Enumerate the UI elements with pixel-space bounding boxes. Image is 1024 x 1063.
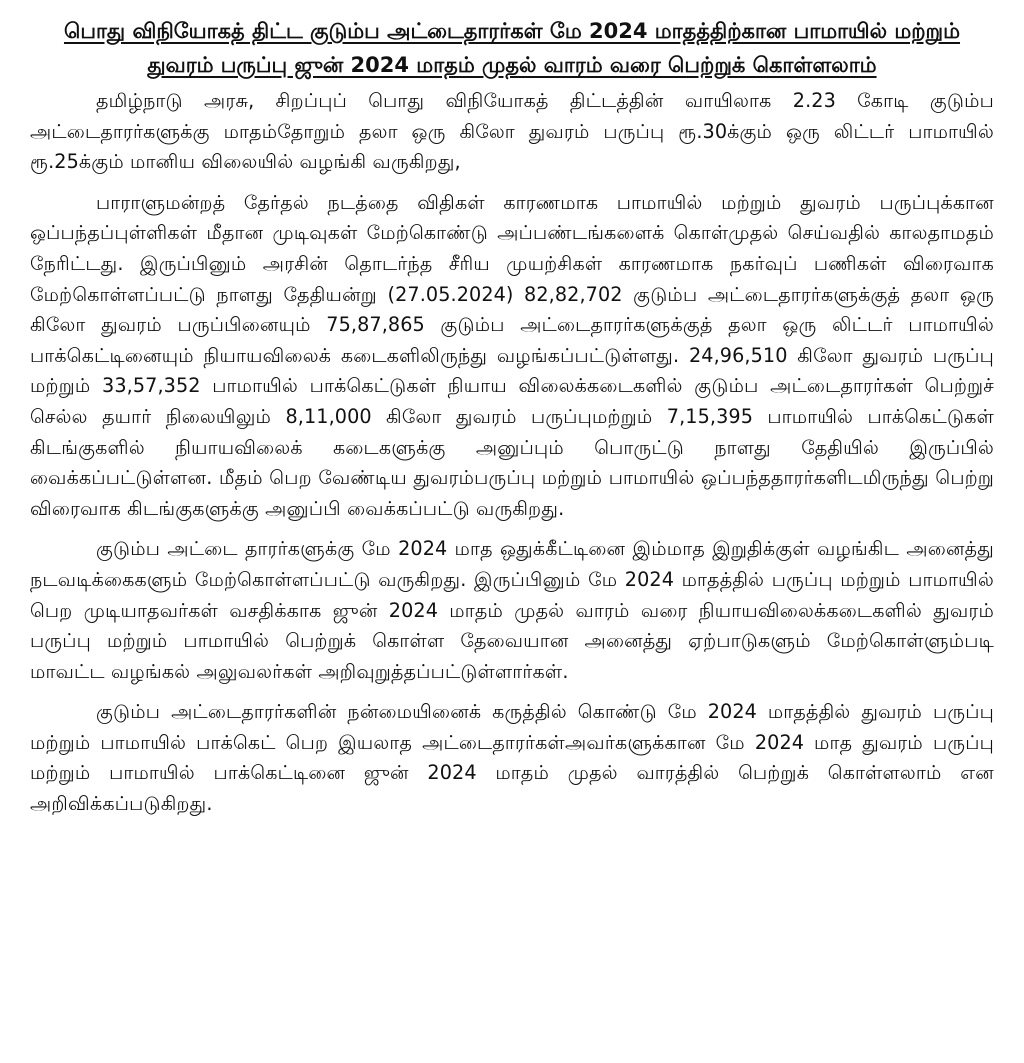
paragraph-june-extension: குடும்ப அட்டை தாரர்களுக்கு மே 2024 மாத ஒதுக்கீட்டினை இம்மாத இறுதிக்குள் வழங்கிட அனைத்து நடவடிக்கைகளும் மேற்கொள்ளப்பட்டு வருகிறது. இருப்பினும் மே 2024 மாதத்தில் பருப்பு மற்றும் பாமாயில் பெற முடியாதவர்கள் வசதிக்காக ஜுன் 2024 மாதம் முதல் வாரம் வரை நியாயவிலைக்கடைகளில் துவரம் பருப்பு மற்றும் பாமாயில் பெற்றுக் கொள்ள தேவையான அனைத்து ஏற்பாடுகளும் மேற்கொள்ளும்படி மாவட்ட வழங்கல் அலுவலர்கள் அறிவுறுத்தப்பட்டுள்ளார்கள். — [30, 537, 994, 683]
paragraph-scheme-overview: தமிழ்நாடு அரசு, சிறப்புப் பொது விநியோகத் திட்டத்தின் வாயிலாக 2.23 கோடி குடும்ப அட்டைதாரர்களுக்கு மாதம்தோறும் தலா ஒரு கிலோ துவரம் பருப்பு ரூ.30க்கும் ஒரு லிட்டர் பாமாயில் ரூ.25க்கும் மானிய விலையில் வழங்கி வருகிறது, — [30, 89, 994, 174]
paragraph-announcement: குடும்ப அட்டைதாரர்களின் நன்மையினைக் கருத்தில் கொண்டு மே 2024 மாதத்தில் துவரம் பருப்பு மற்றும் பாமாயில் பாக்கெட் பெற இயலாத அட்டைதாரர்கள்அவர்களுக்கான மே 2024 மாத துவரம் பருப்பு மற்றும் பாமாயில் பாக்கெட்டினை ஜுன் 2024 மாதம் முதல் வாரத்தில் பெற்றுக் கொள்ளலாம் என அறிவிக்கப்படுகிறது. — [30, 700, 994, 816]
paragraph-distribution-status: பாராளுமன்றத் தேர்தல் நடத்தை விதிகள் காரணமாக பாமாயில் மற்றும் துவரம் பருப்புக்கான ஒப்பந்தப்புள்ளிகள் மீதான முடிவுகள் மேற்கொண்டு அப்பண்டங்களைக் கொள்முதல் செய்வதில் காலதாமதம் நேரிட்டது. இருப்பினும் அரசின் தொடர்ந்த சீரிய முயற்சிகள் காரணமாக நகர்வுப் பணிகள் விரைவாக மேற்கொள்ளப்பட்டு நாளது தேதியன்று (27.05.2024) 82,82,702 குடும்ப அட்டைதாரர்களுக்குத் தலா ஒரு கிலோ துவரம் பருப்பினையும் 75,87,865 குடும்ப அட்டைதாரர்களுக்குத் தலா ஒரு லிட்டர் பாமாயில் பாக்கெட்டினையும் நியாயவிலைக் கடைகளிலிருந்து வழங்கப்பட்டுள்ளது. 24,96,510 கிலோ துவரம் பருப்பு மற்றும் 33,57,352 பாமாயில் பாக்கெட்டுகள் நியாய விலைக்கடைகளில் குடும்ப அட்டைதாரர்கள் பெற்றுச் செல்ல தயார் நிலையிலும் 8,11,000 கிலோ துவரம் பருப்புமற்றும் 7,15,395 பாமாயில் பாக்கெட்டுகள் கிடங்குகளில் நியாயவிலைக் கடைகளுக்கு அனுப்பும் பொருட்டு நாளது தேதியில் இருப்பில் வைக்கப்பட்டுள்ளன. மீதம் பெற வேண்டிய துவரம்பருப்பு மற்றும் பாமாயில் ஒப்பந்ததாரர்களிடமிருந்து பெற்று விரைவாக கிடங்குகளுக்கு அனுப்பி வைக்கப்பட்டு வருகிறது. — [30, 190, 994, 520]
press-release-title: பொது விநியோகத் திட்ட குடும்ப அட்டைதாரர்கள் மே 2024 மாதத்திற்கான பாமாயில் மற்றும் துவரம் பருப்பு ஜுன் 2024 மாதம் முதல் வாரம் வரை பெற்றுக் கொள்ளலாம் — [63, 19, 961, 77]
